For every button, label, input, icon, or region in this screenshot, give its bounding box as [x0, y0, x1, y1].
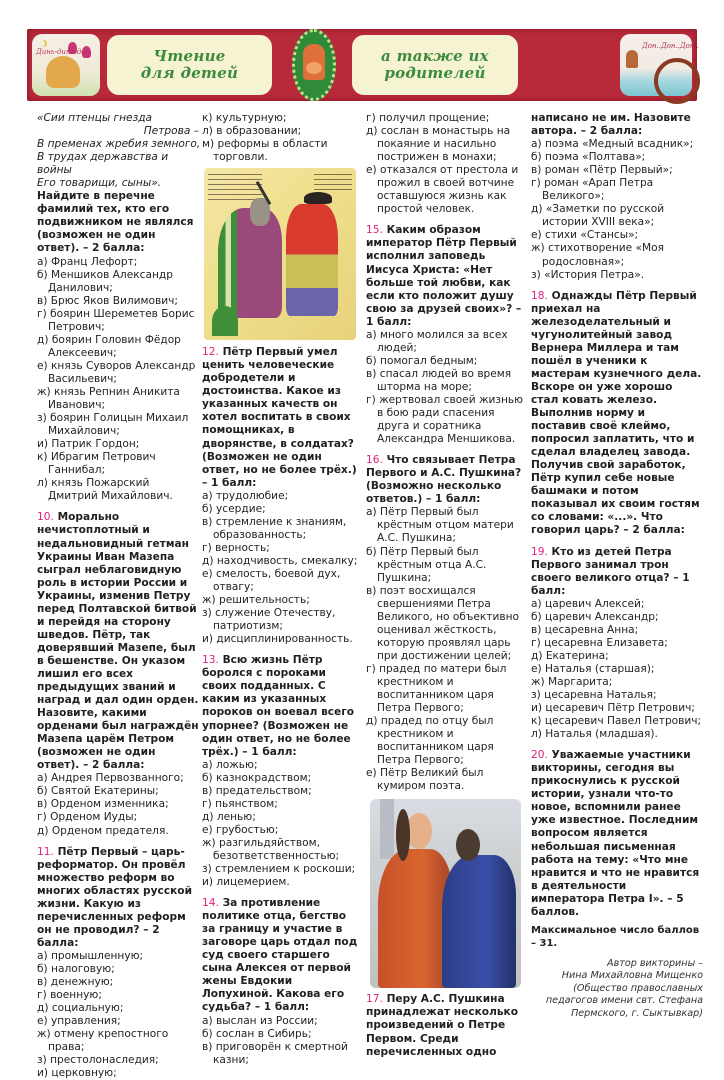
- ship-bell-icon: [626, 50, 638, 68]
- answer-option: г) верность;: [202, 541, 270, 554]
- question-17-text-cont: написано не им. Назовите автора. – 2 балла:: [531, 112, 691, 138]
- answer-option: м) реформы в области торговли.: [202, 138, 328, 164]
- answer-option: з) «История Петра».: [531, 268, 645, 281]
- answer-option: д) прадед по отцу был крестником и воспитанником царя Петра Первого;: [366, 715, 494, 767]
- answer-option: г) прадед по матери был крестником и воспитанником царя Петра Первого;: [366, 662, 507, 715]
- question-number: 12.: [202, 346, 219, 359]
- question-17: [366, 993, 530, 1058]
- answer-option: д) социальную;: [37, 1002, 124, 1015]
- answer-option: а) Франц Лефорт;: [37, 255, 138, 268]
- question-number: 18.: [531, 289, 548, 302]
- question-text: Кто из детей Петра Первого занимал трон своего великого отца? – 1 балл:: [531, 545, 690, 597]
- peter-hair: [396, 809, 410, 861]
- question-17-options: [531, 138, 703, 282]
- question-number: 10.: [37, 511, 54, 524]
- answer-option: к) цесаревич Павел Петрович;: [531, 715, 702, 728]
- haystack-illustration: [32, 34, 100, 96]
- title-line: Чтение: [153, 47, 226, 65]
- question-text: Пётр Первый – царь-реформатор. Он провёл множество реформ во многих областях русской жизни. Какую из перечисленных реформ он не проводил? – 2 балла:: [37, 845, 193, 949]
- peter-and-hannibal-painting: [370, 799, 521, 988]
- answer-option: а) трудолюбие;: [202, 489, 289, 502]
- header-banner: [27, 29, 697, 101]
- question-number: 11.: [37, 845, 54, 858]
- epigraph-line: В пременах жребия земного,: [37, 138, 201, 151]
- answer-option: д) ленью;: [202, 810, 256, 823]
- answer-option: к) культурную;: [202, 112, 287, 124]
- question-16-options: [366, 506, 530, 793]
- answer-option: з) стремлением к роскоши;: [202, 863, 356, 876]
- author-line: Автор викторины –: [607, 957, 703, 969]
- question-number: 19.: [531, 545, 548, 558]
- hannibal-figure: [442, 855, 516, 988]
- answer-option: з) служение Отечеству, патриотизм;: [202, 607, 336, 633]
- bell-face-icon: [306, 62, 322, 74]
- plant-icon: [212, 306, 238, 336]
- answer-option: б) помогал бедным;: [366, 354, 478, 367]
- question-19-options: [531, 598, 703, 742]
- question-10: [37, 511, 201, 772]
- epigraph-line: Петрова –: [143, 125, 199, 138]
- answer-option: ж) решительность;: [202, 594, 310, 607]
- question-number: 17.: [366, 993, 383, 1006]
- answer-option: ж) стихотворение «Моя родословная»;: [531, 242, 664, 268]
- answer-option: а) много молился за всех людей;: [366, 328, 508, 354]
- question-number: 13.: [202, 654, 219, 667]
- answer-option: г) военную;: [37, 989, 102, 1002]
- answer-option: д) Екатерина;: [531, 649, 609, 662]
- question-14: [202, 897, 362, 1014]
- answer-option: к) Ибрагим Петрович Ганнибал;: [37, 451, 156, 477]
- question-14-options: [202, 1015, 362, 1067]
- title-line: родителей: [384, 64, 486, 82]
- answer-option: а) Андрея Первозванного;: [37, 772, 184, 785]
- question-13-options: [202, 759, 362, 889]
- question-text: Перу А.С. Пушкина принадлежат несколько произведений о Петре Первом. Среди перечисленных одно: [366, 993, 518, 1058]
- answer-option: б) казнокрадством;: [202, 771, 312, 784]
- answer-option: а) выслан из России;: [202, 1014, 318, 1027]
- question-text: Уважаемые участники викторины, сегодня вы прикоснулись к русской истории, узнали что-то новое, вспомнили ранее уже известное. Последним вопросом является небольшая письменная работа на тему: «Что мне нравится и что не нравится в деятельности императора Петра I». – 5 баллов.: [531, 749, 700, 918]
- tricorn-hat-icon: [304, 192, 332, 204]
- woodcut-beard-cutting-illustration: [204, 168, 356, 340]
- column-4: [531, 112, 703, 1020]
- answer-option: а) царевич Алексей;: [531, 597, 645, 610]
- answer-option: и) лицемерием.: [202, 876, 290, 889]
- answer-option: г) боярин Шереметев Борис Петрович;: [37, 307, 195, 333]
- question-text: Всю жизнь Пётр боролся с пороками своих подданных. С каким из указанных пороков он воевал всего упорнее? (Возможен не один ответ, но не более трёх.) – 1 балл:: [202, 654, 355, 758]
- answer-option: з) боярин Голицын Михаил Михайлович;: [37, 412, 189, 438]
- answer-option: ж) отмену крепостного права;: [37, 1028, 169, 1054]
- boyar-figure: [218, 208, 282, 318]
- answer-option: в) спасал людей во время шторма на море;: [366, 367, 512, 393]
- question-9-text: Найдите в перечне фамилий тех, кто его подвижником не являлся (возможен не один ответ). – 2 балла:: [37, 190, 194, 255]
- answer-option: в) денежную;: [37, 976, 114, 989]
- epigraph-line: Его товарищи, сыны».: [37, 177, 162, 190]
- answer-option: б) царевич Александр;: [531, 610, 659, 623]
- answer-option: г) жертвовал своей жизнью в бою ради спасения друга и соратника Александра Меншикова.: [366, 393, 524, 446]
- answer-option: а) Пётр Первый был крёстным отцом матери А.С. Пушкина;: [366, 506, 514, 545]
- answer-option: и) церковную;: [37, 1067, 117, 1080]
- author-line: Пермского, г. Сыктывкар): [571, 1007, 703, 1019]
- answer-option: в) приговорён к смертной казни;: [202, 1040, 348, 1066]
- author-line: педагогов имени свт. Стефана: [545, 995, 703, 1007]
- column-3: [366, 112, 530, 1059]
- question-11-options-cont: [202, 112, 362, 164]
- answer-option: а) ложью;: [202, 758, 258, 771]
- answer-option: е) грубостью;: [202, 823, 279, 836]
- question-20: [531, 749, 703, 919]
- answer-option: д) «Заметки по русской истории XVIII века»;: [531, 203, 665, 229]
- answer-option: и) цесаревич Пётр Петрович;: [531, 702, 695, 715]
- ship-wheel-icon: [654, 58, 700, 104]
- question-15: [366, 224, 530, 328]
- answer-option: и) дисциплинированность.: [202, 633, 353, 646]
- max-score-note: Максимальное число баллов – 31.: [531, 924, 700, 949]
- question-15-options: [366, 329, 530, 446]
- epigraph-line: В трудах державства и войны: [37, 151, 169, 177]
- question-text: Морально нечистоплотный и недальновидный гетман Украины Иван Мазепа сыграл неблаговидную роль в истории России и Украины, изменив Петру перед Полтавской битвой и перейдя на сторону шведов. Пётр, так доверявший Мазепе, был в бешенстве. Он указом лишил его всех предыдущих званий и наград и дал один орден. Назовите, какими орденами был награждён Мазепа царём Петром (возможен не один ответ). – 2 балла:: [37, 511, 199, 772]
- answer-option: з) престолонаследия;: [37, 1054, 159, 1067]
- answer-option: б) поэма «Полтава»;: [531, 151, 646, 164]
- answer-option: г) роман «Арап Петра Великого»;: [531, 177, 654, 203]
- question-number: 15.: [366, 224, 383, 237]
- epigraph-line: «Сии птенцы гнезда: [37, 112, 153, 124]
- answer-option: б) налоговую;: [37, 963, 115, 975]
- answer-option: и) Патрик Гордон;: [37, 438, 140, 451]
- answer-option: а) поэма «Медный всадник»;: [531, 138, 694, 151]
- question-12: [202, 346, 362, 490]
- question-number: 14.: [202, 897, 219, 910]
- answer-option: в) роман «Пётр Первый»;: [531, 164, 673, 177]
- answer-option: е) смелость, боевой дух, отвагу;: [202, 567, 341, 594]
- question-16: [366, 454, 530, 506]
- answer-option: а) промышленную;: [37, 949, 144, 962]
- question-9-options: [37, 256, 201, 504]
- author-line: (Общество православных: [573, 982, 703, 994]
- author-credit: [531, 958, 703, 1021]
- answer-option: ж) разгильдяйством, безответственностью;: [202, 836, 340, 862]
- answer-option: д) боярин Головин Фёдор Алексеевич;: [37, 333, 181, 359]
- answer-option: б) Святой Екатерины;: [37, 785, 159, 798]
- answer-option: г) пьянством;: [202, 797, 278, 810]
- answer-option: е) отказался от престола и прожил в своей вотчине оставшуюся жизнь как простой человек.: [366, 164, 519, 216]
- spire-icon: [380, 799, 394, 859]
- doodle-text-left: Динь-динь-дон: [36, 48, 90, 56]
- author-line: Нина Михайловна Мищенко: [561, 970, 703, 982]
- answer-option: г) получил прощение;: [366, 112, 490, 124]
- doodle-text-right: Дон..Дон..Дон..: [642, 42, 699, 50]
- answer-option: л) Наталья (младшая).: [531, 728, 658, 741]
- answer-option: е) Пётр Великий был кумиром поэта.: [366, 767, 484, 793]
- question-text: Каким образом император Пётр Первый исполнил заповедь Иисуса Христа: «Нет больше той любви, как если кто положит душу свою за друзей своих»? – 1 балл:: [366, 224, 522, 328]
- title-line: для детей: [140, 64, 239, 82]
- answer-option: в) цесаревна Анна;: [531, 623, 639, 636]
- title-panel-left: [107, 35, 272, 95]
- question-number: 20.: [531, 749, 548, 762]
- question-11-options: [37, 950, 201, 1080]
- answer-option: б) Меншиков Александр Данилович;: [37, 268, 173, 294]
- old-script-text-block: [314, 174, 352, 190]
- column-2: [202, 112, 362, 1067]
- answer-option: б) Пётр Первый был крёстным отца А.С. Пушкина;: [366, 545, 487, 584]
- answer-option: в) Брюс Яков Вилимович;: [37, 294, 178, 307]
- question-10-options: [37, 772, 201, 837]
- question-text: Пётр Первый умел ценить человеческие добродетели и достоинства. Какое из указанных качеств он хотел воспитать в своих помощниках, в дворянстве, в солдатах? (Возможен не один ответ, но не более трёх.) – 1 балл:: [202, 346, 357, 489]
- haystack-icon: [46, 56, 80, 88]
- question-19: [531, 546, 703, 598]
- answer-option: ж) князь Репнин Аникита Иванович;: [37, 385, 180, 412]
- answer-option: в) поэт восхищался свершениями Петра Великого, но объективно оценивал жёсткость, которую проявлял царь при достижении целей;: [366, 584, 520, 662]
- question-12-options: [202, 490, 362, 647]
- answer-option: в) предательством;: [202, 784, 312, 797]
- answer-option: д) сослан в монастырь на покаяние и насильно пострижен в монахи;: [366, 125, 511, 164]
- answer-option: б) сослан в Сибирь;: [202, 1027, 312, 1040]
- answer-option: е) князь Суворов Александр Васильевич;: [37, 359, 196, 385]
- moon-icon: [38, 40, 45, 47]
- answer-option: е) Наталья (старшая);: [531, 662, 655, 675]
- answer-option: ж) Маргарита;: [531, 675, 613, 688]
- answer-option: в) Орденом изменника;: [37, 798, 169, 811]
- title-line: а также их: [381, 47, 489, 65]
- question-text: Что связывает Петра Первого и А.С. Пушкина? (Возможно несколько ответов.) – 1 балл:: [366, 454, 522, 506]
- question-number: 16.: [366, 454, 383, 467]
- question-text: Однажды Пётр Первый приехал на железоделательный и чугунолитейный завод Вернера Миллера и там пошёл в ученики к мастерам кузнечного дела. Вскоре он уже хорошо стал ковать железо. Выполнив норму и поставив своё клеймо, попросил заплатить, что и сделал владелец завода. Получив свой заработок, Пётр купил себе новые башмаки и потом показывал их своим гостям со словами: «...». Что говорил царь? – 2 балла:: [531, 289, 702, 537]
- answer-option: з) цесаревна Наталья;: [531, 689, 657, 702]
- answer-option: л) в образовании;: [202, 125, 302, 138]
- ship-bell-illustration: [620, 34, 699, 96]
- answer-option: г) Орденом Иуды;: [37, 811, 138, 824]
- answer-option: е) управления;: [37, 1015, 121, 1028]
- answer-option: в) стремление к знаниям, образованность;: [202, 515, 347, 541]
- column-1: [37, 112, 201, 1080]
- question-18: [531, 290, 703, 538]
- question-14-options-cont: [366, 112, 530, 216]
- title-panel-right: [352, 35, 518, 95]
- old-script-text-block: [208, 174, 262, 200]
- question-text: За противление политике отца, бегство за границу и участие в заговоре царь отдал под суд своего старшего сына Алексея от первой жены Евдокии Лопухиной. Какова его судьба? – 1 балл:: [202, 897, 358, 1014]
- peter-figure: [378, 849, 452, 988]
- answer-option: д) Орденом предателя.: [37, 824, 169, 837]
- answer-option: л) князь Пожарский Дмитрий Михайлович.: [37, 477, 173, 503]
- question-11: [37, 846, 201, 950]
- question-13: [202, 654, 362, 758]
- answer-option: д) находчивость, смекалку;: [202, 554, 358, 567]
- barber-figure: [286, 204, 338, 316]
- bell-medallion: [292, 29, 336, 101]
- answer-option: е) стихи «Стансы»;: [531, 229, 639, 242]
- answer-option: б) усердие;: [202, 502, 266, 515]
- answer-option: г) цесаревна Елизавета;: [531, 636, 668, 649]
